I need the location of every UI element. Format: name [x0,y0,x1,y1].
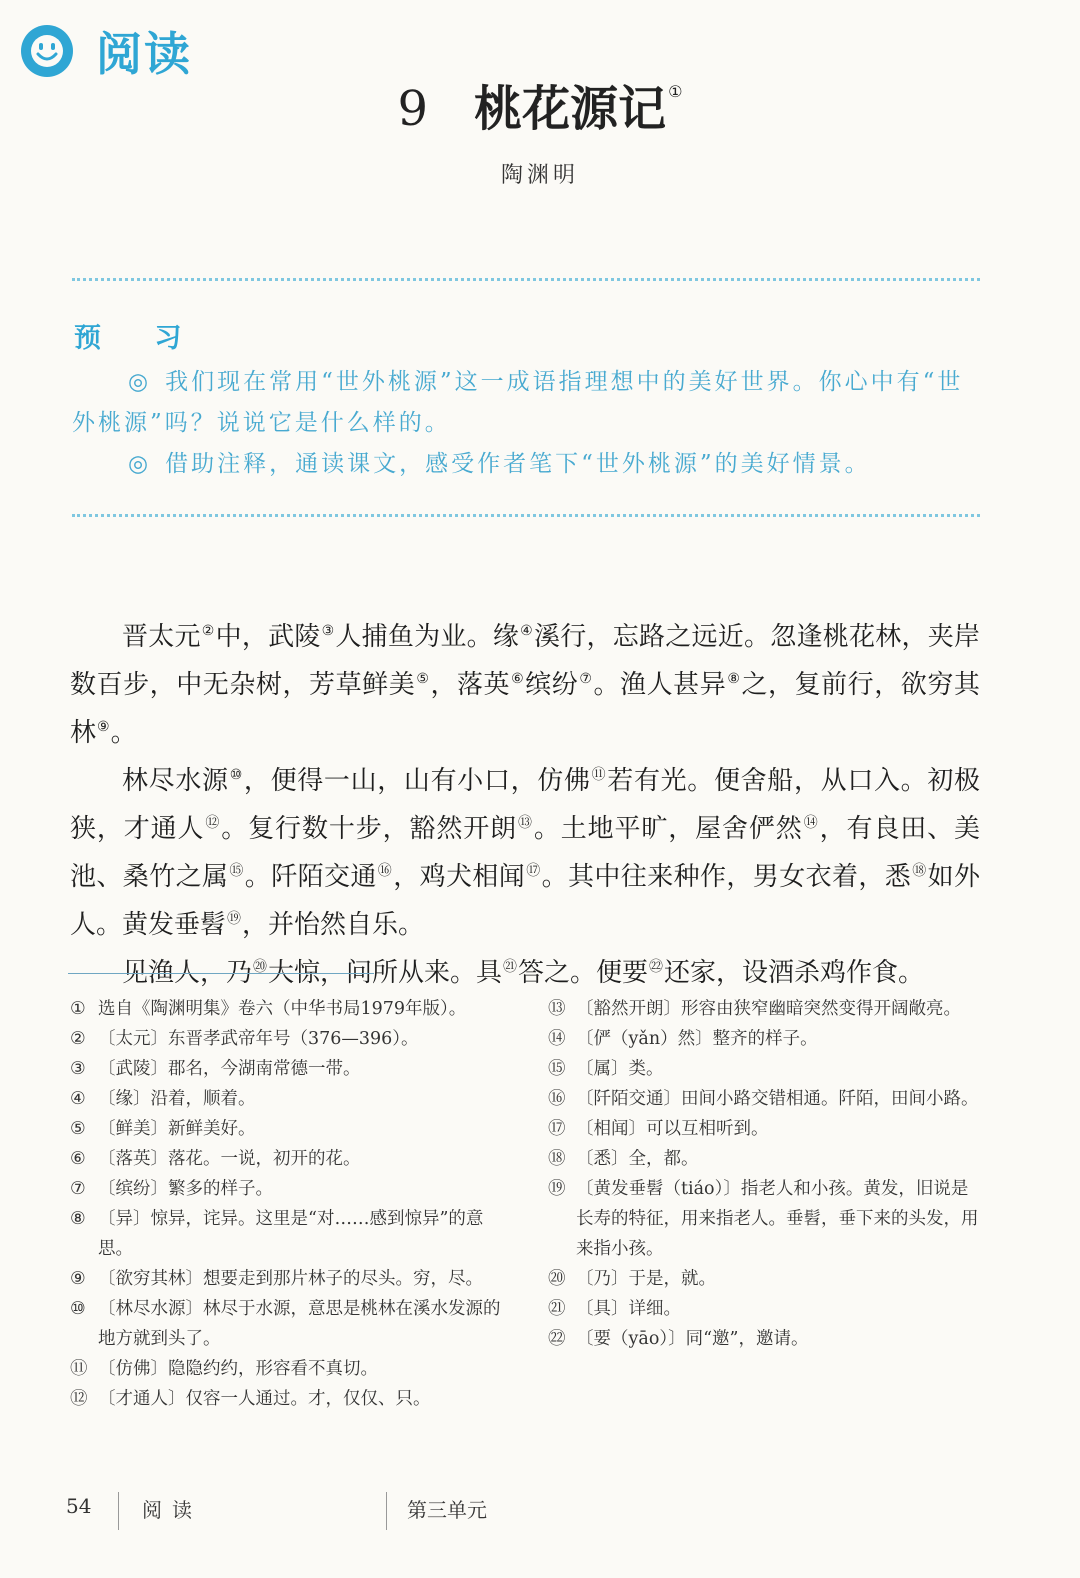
lesson-title-text: 桃花源记 [474,81,667,137]
footnote-number: ⑬ [548,999,566,1019]
footnote-number: ⑧ [70,1209,86,1229]
footnote-text: 〔具〕详细。 [576,1299,681,1319]
footnote [70,1294,510,1354]
footnote-ref: ㉒ [649,959,664,975]
title-footnote-ref: ① [668,82,683,101]
footnote-number: ④ [70,1089,86,1109]
footnote [548,1324,980,1354]
footnote-ref: ⑳ [253,959,268,975]
footnote [70,1264,510,1294]
footnote [548,994,980,1024]
footnote-ref: ② [201,623,215,639]
body-text: 大惊，问所从来。具 [268,958,503,988]
body-text: 如外人。黄发垂髫 [70,862,980,940]
body-text: 之，复前行，欲穷其林 [70,670,980,748]
main-text [70,610,980,994]
footnote [70,1024,510,1054]
footnote [70,1144,510,1174]
footnote-text: 〔乃〕于是，就。 [576,1269,716,1289]
footnote-ref: ⑪ [591,767,607,783]
footnote-number: ⑳ [548,1269,566,1289]
footer-divider [386,1492,387,1530]
footnote-ref: ⑧ [727,671,741,687]
body-text: 答之。便要 [518,958,649,988]
body-text: 溪行，忘路之远近。忽逢桃花林，夹岸数百步，中无杂树，芳草鲜美 [70,622,980,700]
footnote-ref: ⑬ [517,815,533,831]
body-text: 。其中往来种作，男女衣着，悉 [541,862,912,892]
body-text: 。阡陌交通 [244,862,377,892]
footnote [70,1354,510,1384]
footnote-number: ㉒ [548,1329,566,1349]
footnote [70,1174,510,1204]
footnote-ref: ⑨ [97,719,110,735]
footnote [70,994,510,1024]
footnote-number: ⑭ [548,1029,566,1049]
footnote-text: 〔才通人〕仅容一人通过。才，仅仅、只。 [98,1389,431,1409]
body-paragraph [70,610,980,754]
footnote-number: ㉑ [548,1299,566,1319]
footnote-text: 〔仿佛〕隐隐约约，形容看不真切。 [98,1359,378,1379]
body-text: ，鸡犬相闻 [393,862,526,892]
footnote-text: 〔黄发垂髫（tiáo）〕指老人和小孩。黄发，旧说是长寿的特征，用来指老人。垂髫，垂下来的头发，用来指小孩。 [576,1179,979,1259]
preview-item [72,444,982,485]
footer-divider [118,1492,119,1530]
preview-item-text: 借助注释，通读课文，感受作者笔下“世外桃源”的美好情景。 [165,451,871,477]
body-text: ，落英 [430,670,511,700]
footnote-text: 〔属〕类。 [576,1059,664,1079]
footnote-number: ⑫ [70,1389,88,1409]
body-text: 人捕鱼为业。缘 [335,622,520,652]
body-text: 中，武陵 [215,622,321,652]
footnote-ref: ⑰ [526,863,541,879]
footnote-text: 〔落英〕落花。一说，初开的花。 [98,1149,361,1169]
body-text: 晋太元 [122,622,201,652]
lesson-number: 9 [397,81,429,137]
body-text: 见渔人，乃 [122,958,253,988]
lesson-title [0,70,1080,139]
footnote [548,1084,980,1114]
footnote-number: ⑲ [548,1179,566,1199]
footnote-rule [68,973,374,974]
preview-section [72,362,982,485]
footnote [70,1084,510,1114]
footnote-text: 〔相闻〕可以互相听到。 [576,1119,769,1139]
footnote-text: 〔缘〕沿着，顺着。 [98,1089,256,1109]
footnote-number: ⑪ [70,1359,88,1379]
body-text: 。土地平旷，屋舍俨然 [533,814,803,844]
footnote-text: 〔豁然开朗〕形容由狭窄幽暗突然变得开阔敞亮。 [576,999,961,1019]
footnote-ref: ⑫ [205,815,221,831]
footnote-text: 〔异〕惊异，诧异。这里是“对……感到惊异”的意思。 [98,1209,484,1259]
footnote-number: ① [70,999,86,1019]
body-text: 若有光。便舍船，从口入。初极狭，才通人 [70,766,980,844]
footnote [548,1024,980,1054]
footnote-number: ③ [70,1059,86,1079]
footnote-text: 〔林尽水源〕林尽于水源，意思是桃林在溪水发源的地方就到头了。 [98,1299,501,1349]
footnote [548,1294,980,1324]
footnote-ref: ⑮ [229,863,244,879]
footnote-number: ② [70,1029,86,1049]
author: 陶渊明 [500,163,579,188]
footnote-ref: ⑦ [579,671,593,687]
preview-item-text: 我们现在常用“世外桃源”这一成语指理想中的美好世界。你心中有“世外桃源”吗？说说它是什么样的。 [72,369,964,436]
footnote [548,1264,980,1294]
footer-unit: 第三单元 [407,1498,487,1522]
footnote-number: ⑰ [548,1119,566,1139]
footer-section: 阅读 [142,1498,202,1522]
footnote [70,1384,510,1414]
footnote-ref: ⑩ [229,767,243,783]
footnote-ref: ④ [520,623,533,639]
preview-bottom-divider [72,514,980,517]
page-number: 54 [66,1494,92,1518]
body-text: 。复行数十步，豁然开朗 [221,814,517,844]
footnote-ref: ⑥ [511,671,525,687]
body-text: 林尽水源 [122,766,229,796]
footnote [548,1114,980,1144]
footnote-number: ⑯ [548,1089,566,1109]
footnote-number: ⑨ [70,1269,86,1289]
footnote-ref: ⑤ [416,671,430,687]
footnote-number: ⑦ [70,1179,86,1199]
footnote-number: ⑮ [548,1059,566,1079]
footnote-number: ⑩ [70,1299,86,1319]
footnote [548,1054,980,1084]
preview-top-divider [72,278,980,281]
footnote-number: ⑥ [70,1149,86,1169]
footnote-ref: ⑯ [377,863,393,879]
footnote-text: 〔太元〕东晋孝武帝年号（376—396）。 [98,1029,419,1049]
footnote-ref: ③ [321,623,335,639]
footnotes-left [70,994,510,1414]
footnote [70,1114,510,1144]
footnote-text: 〔缤纷〕繁多的样子。 [98,1179,273,1199]
footnote [548,1174,980,1264]
body-text: 。渔人甚异 [593,670,727,700]
footnote-ref: ⑱ [912,863,927,879]
body-text: ，有良田、美池、桑竹之属 [70,814,980,892]
body-text: ，便得一山，山有小口，仿佛 [243,766,591,796]
footnote-number: ⑤ [70,1119,86,1139]
body-text: ，并怡然自乐。 [242,910,425,940]
body-paragraph [70,754,980,946]
body-paragraph [70,946,980,994]
footnote-text: 〔鲜美〕新鲜美好。 [98,1119,256,1139]
bullet-mark-icon: ◎ [128,451,152,477]
body-text: 还家，设酒杀鸡作食。 [664,958,925,988]
footnote [70,1054,510,1084]
footnote [70,1204,510,1264]
footnote-ref: ㉑ [503,959,518,975]
footnote-ref: ⑲ [227,911,242,927]
preview-item [72,362,982,444]
body-text: 。 [110,718,137,748]
footnote-text: 〔欲穷其林〕想要走到那片林子的尽头。穷，尽。 [98,1269,483,1289]
footnote-text: 〔悉〕全，都。 [576,1149,699,1169]
section-label: 阅读 [96,27,192,81]
footnote [548,1144,980,1174]
footnote-ref: ⑭ [803,815,819,831]
footnote-text: 〔阡陌交通〕田间小路交错相通。阡陌，田间小路。 [576,1089,979,1109]
footnotes-right [548,994,980,1354]
footnote-text: 〔武陵〕郡名，今湖南常德一带。 [98,1059,361,1079]
footnote-text: 选自《陶渊明集》卷六（中华书局1979年版）。 [98,999,467,1019]
body-text: 缤纷 [525,670,579,700]
footnote-text: 〔俨（yǎn）然〕整齐的样子。 [576,1029,818,1049]
preview-title: 预 习 [74,323,204,354]
footnote-number: ⑱ [548,1149,566,1169]
bullet-mark-icon: ◎ [128,369,152,395]
footnote-text: 〔要（yāo）〕同“邀”，邀请。 [576,1329,809,1349]
